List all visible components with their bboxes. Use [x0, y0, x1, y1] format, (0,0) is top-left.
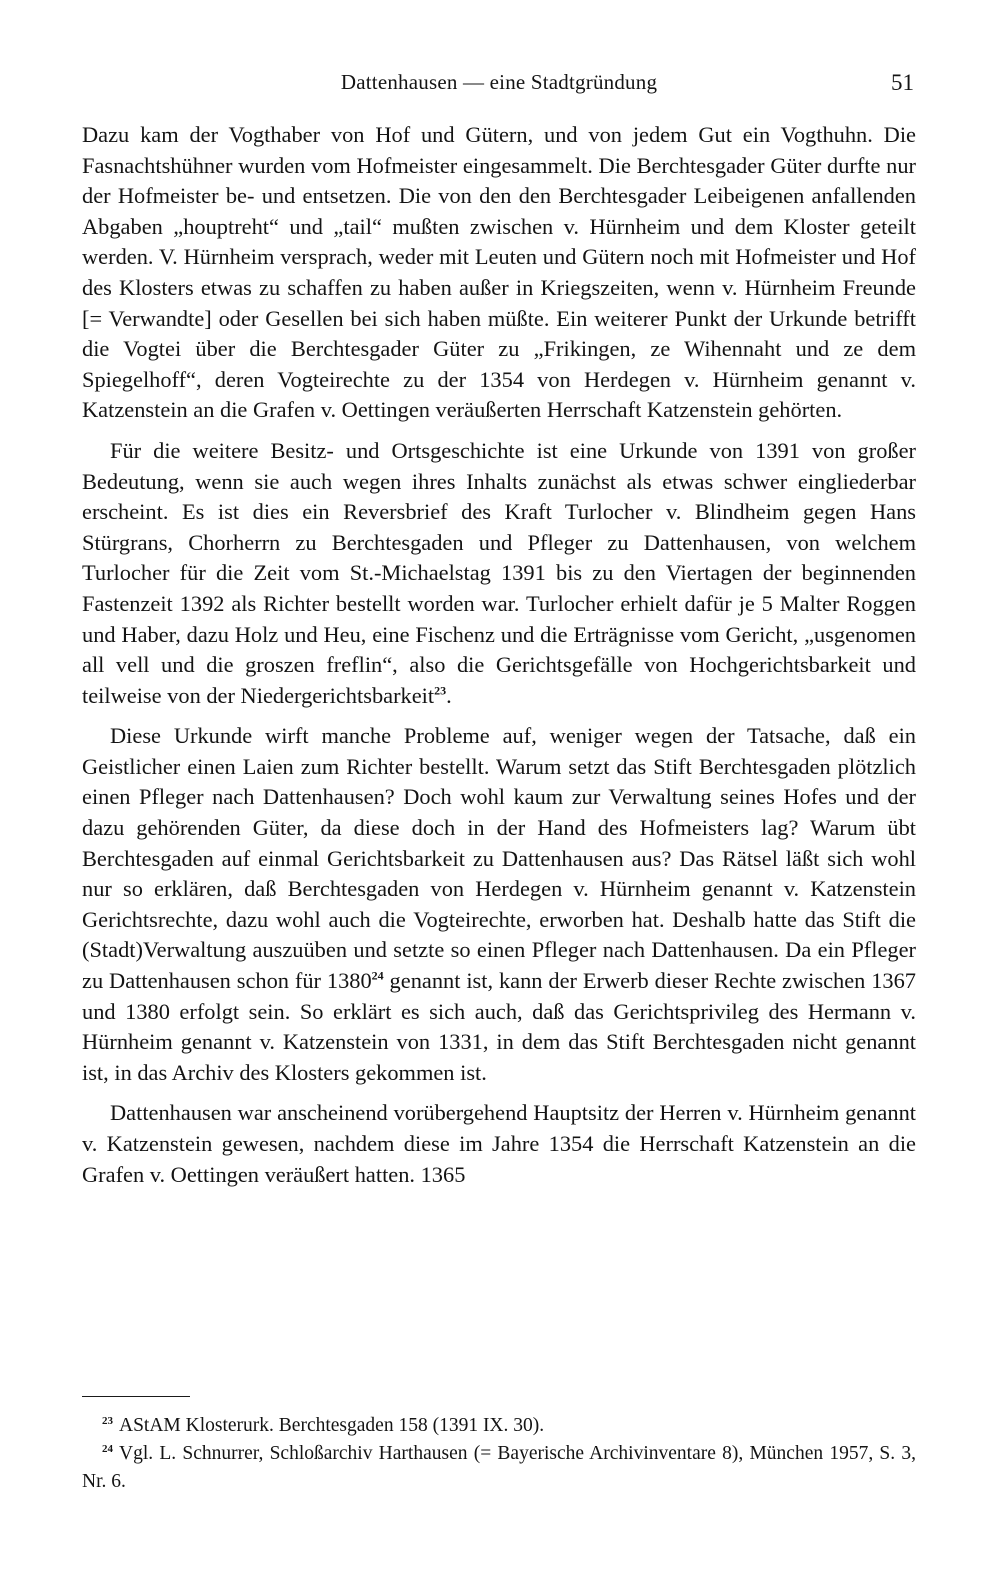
paragraph-2 — [82, 436, 916, 711]
paragraph-1 — [82, 120, 916, 426]
paragraph-1-text: Dazu kam der Vogthaber von Hof und Gütern, und von jedem Gut ein Vogthuhn. Die Fasnachtshühner wurden vom Hofmeister eingesammelt. Die Berchtesgader Güter durfte nur der Hofmeister be- und entsetzen. Die von den den Berchtesgader Leibeigenen anfallenden Abgaben „houptreht“ und „tail“ mußten zwischen v. Hürnheim und dem Kloster geteilt werden. V. Hürnheim versprach, weder mit Leuten und Gütern noch mit Hofmeister und Hof des Klosters etwas zu schaffen zu haben außer in Kriegszeiten, wenn v. Hürnheim Freunde [= Verwandte] oder Gesellen bei sich haben müßte. Ein weiterer Punkt der Urkunde betrifft die Vogtei über die Berchtesgader Güter zu „Frikingen, ze Wihennaht und ze dem Spiegelhoff“, deren Vogteirechte zu der 1354 von Herdegen v. Hürnheim genannt v. Katzenstein an die Grafen v. Oettingen veräußerten Herrschaft Katzenstein gehörten. — [82, 122, 916, 423]
paragraph-3-text-end: genannt ist, kann der Erwerb dieser Rechte zwischen 1367 und 1380 erfolgt sein. So erklärt es sich auch, daß das Gerichtsprivileg des Hermann v. Hürnheim genannt v. Katzenstein von 1331, in dem das Stift Berchtesgaden nicht genannt ist, in das Archiv des Klosters gekommen ist. — [82, 968, 917, 1085]
paragraph-3 — [82, 721, 916, 1088]
footnote-mark-24: 24 — [102, 1442, 113, 1455]
running-title: Dattenhausen — eine Stadtgründung — [340, 70, 658, 94]
footnote-text-24: Vgl. L. Schnurrer, Schloßarchiv Harthausen (= Bayerische Archivinventare 8), München 1957, S. 3, Nr. 6. — [82, 1443, 916, 1492]
page-number: 51 — [891, 70, 914, 95]
paragraph-3-text: Diese Urkunde wirft manche Probleme auf, weniger wegen der Tatsache, daß ein Geistlicher einen Laien zum Richter bestellt. Warum setzt das Stift Berchtesgaden plötzlich einen Pfleger nach Dattenhausen? Doch wohl kaum zur Verwaltung seines Hofes und der dazu gehörenden Güter, da diese doch in der Hand des Hofmeisters lag? Warum übt Berchtesgaden auf einmal Gerichtsbarkeit zu Dattenhausen aus? Das Rätsel läßt sich wohl nur so erklären, daß Berchtesgaden von Herdegen v. Hürnheim genannt v. Katzenstein Gerichtsrechte, dazu wohl auch die Vogteirechte, erworben hat. Deshalb hatte das Stift die (Stadt)Verwaltung auszuüben und setzte so einen Pfleger nach Dattenhausen. Da ein Pfleger zu Dattenhausen schon für 1380 — [82, 723, 916, 994]
paragraph-4-text: Dattenhausen war anscheinend vorübergehend Hauptsitz der Herren v. Hürnheim genannt v. Katzenstein gewesen, nachdem diese im Jahre 1354 die Herrschaft Katzenstein an die Grafen v. Oettingen veräußert hatten. 1365 — [82, 1100, 916, 1187]
footnote-ref-23[interactable]: 23 — [434, 683, 447, 698]
footnote-text-23: AStAM Klosterurk. Berchtesgaden 158 (1391 IX. 30). — [119, 1415, 545, 1436]
footnotes — [82, 1412, 916, 1496]
paragraph-2-text: Für die weitere Besitz- und Ortsgeschichte ist eine Urkunde von 1391 von großer Bedeutung, wenn sie auch wegen ihres Inhalts zunächst als etwas schwer eingliederbar erscheint. Es ist dies ein Reversbrief des Kraft Turlocher v. Blindheim gegen Hans Stürgrans, Chorherrn zu Berchtesgaden und Pfleger zu Dattenhausen, von welchem Turlocher für die Zeit vom St.-Michaelstag 1391 bis zu den Viertagen der beginnenden Fastenzeit 1392 als Richter bestellt worden war. Turlocher erhielt dafür je 5 Malter Roggen und Haber, dazu Holz und Heu, eine Fischenz und die Erträgnisse vom Gericht, „usgenomen all vell und die groszen freflin“, also die Gerichtsgefälle von Hochgerichtsbarkeit und teilweise von der Niedergerichtsbarkeit — [82, 437, 916, 708]
footnote-ref-24[interactable]: 24 — [371, 968, 384, 983]
paragraph-2-text-end: . — [446, 682, 452, 708]
footnote-divider — [82, 1396, 190, 1397]
footnote-mark-23: 23 — [102, 1414, 113, 1427]
paragraph-4 — [82, 1098, 916, 1190]
footnote-24 — [82, 1440, 916, 1496]
footnote-23 — [82, 1412, 916, 1440]
body-text — [82, 120, 916, 1190]
running-head — [82, 70, 916, 100]
